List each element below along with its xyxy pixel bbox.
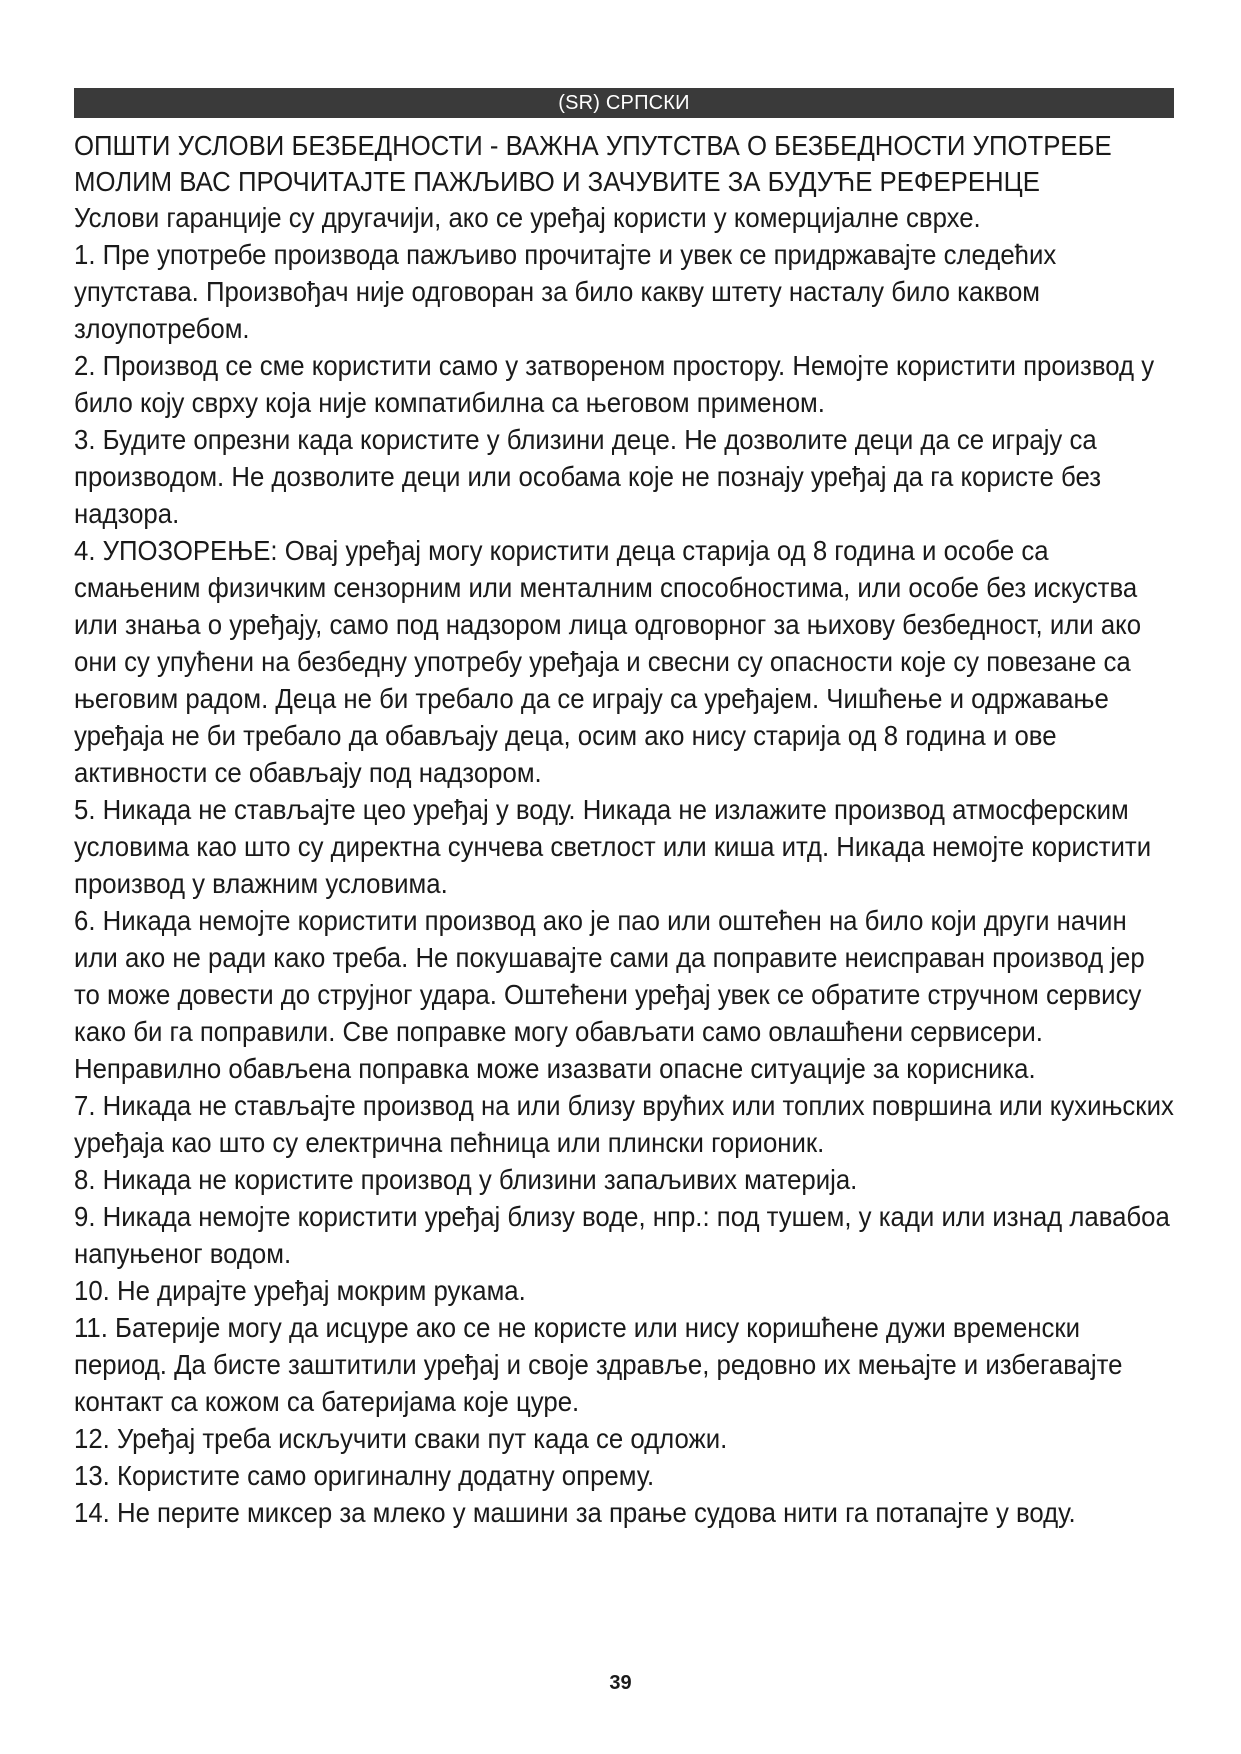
safety-item-14: 14. Не перите миксер за млеко у машини за прање судова нити га потапајте у воду. (74, 1497, 1076, 1528)
safety-item-5: 5. Никада не стављајте цео уређај у воду. Никада не излажите производ атмосферским условима као што су директна сунчева светлост или киша итд. Никада немојте користити производ у влажним условима. (74, 794, 1152, 899)
safety-item-7: 7. Никада не стављајте производ на или близу врућих или топлих површина или кухињских уређаја као што су електрична пећница или плински горионик. (74, 1090, 1174, 1158)
safety-item-9: 9. Никада немојте користити уређај близу воде, нпр.: под тушем, у кади или изнад лавабоа напуњеног водом. (74, 1201, 1170, 1269)
language-header-bar: (SR) СРПСКИ (74, 88, 1174, 118)
read-carefully-heading: МОЛИМ ВАС ПРОЧИТАЈТЕ ПАЖЉИВО И ЗАЧУВИТЕ ЗА БУДУЋЕ РЕФЕРЕНЦЕ (74, 166, 1040, 197)
safety-item-1: 1. Пре употребе производа пажљиво прочитајте и увек се придржавајте следећих упутстава. Произвођач није одговоран за било какву штету насталу било каквом злоупотребом. (74, 239, 1057, 344)
page-number: 39 (609, 1672, 632, 1694)
safety-item-6: 6. Никада немојте користити производ ако је пао или оштећен на било који други начин или ако не ради како треба. Не покушавајте сами да поправите неисправан производ јер то може довести до струјног удара. Оштећени уређај увек се обратите стручном сервису како би га поправили. Све поправке могу обављати само овлашћени сервисери. Неправилно обављена поправка може изазвати опасне ситуације за корисника. (74, 905, 1145, 1084)
safety-heading: ОПШТИ УСЛОВИ БЕЗБЕДНОСТИ - ВАЖНА УПУТСТВА О БЕЗБЕДНОСТИ УПОТРЕБЕ (74, 130, 1112, 161)
safety-item-11: 11. Батерије могу да исцуре ако се не користе или нису коришћене дужи временски период. Да бисте заштитили уређај и своје здравље, редовно их мењајте и избегавајте контакт са кожом са батеријама које цуре. (74, 1312, 1123, 1417)
safety-item-8: 8. Никада не користите производ у близини запаљивих материја. (74, 1164, 858, 1195)
document-page (74, 88, 1174, 1531)
warranty-intro: Услови гаранције су другачији, ако се уређај користи у комерцијалне сврхе. (74, 202, 981, 233)
safety-item-3: 3. Будите опрезни када користите у близини деце. Не дозволите деци да се играју са производом. Не дозволите деци или особама које не познају уређај да га користе без надзора. (74, 424, 1102, 529)
safety-item-13: 13. Користите само оригиналну додатну опрему. (74, 1460, 655, 1491)
safety-item-12: 12. Уређај треба искључити сваки пут када се одложи. (74, 1423, 728, 1454)
safety-item-2: 2. Производ се сме користити само у затвореном простору. Немојте користити производ у било коју сврху која није компатибилна са његовом применом. (74, 350, 1155, 418)
safety-item-10: 10. Не дирајте уређај мокрим рукама. (74, 1275, 526, 1306)
safety-item-4: 4. УПОЗОРЕЊЕ: Овај уређај могу користити деца старија од 8 година и особе са смањеним физичким сензорним или менталним способностима, или особе без искуства или знања о уређају, само под надзором лица одговорног за њихову безбедност, или ако они су упућени на безбедну употребу уређаја и свесни су опасности које су повезане са његовим радом. Деца не би требало да се играју са уређајем. Чишћење и одржавање уређаја не би требало да обављају деца, осим ако нису старија од 8 година и ове активности се обављају под надзором. (74, 535, 1142, 788)
